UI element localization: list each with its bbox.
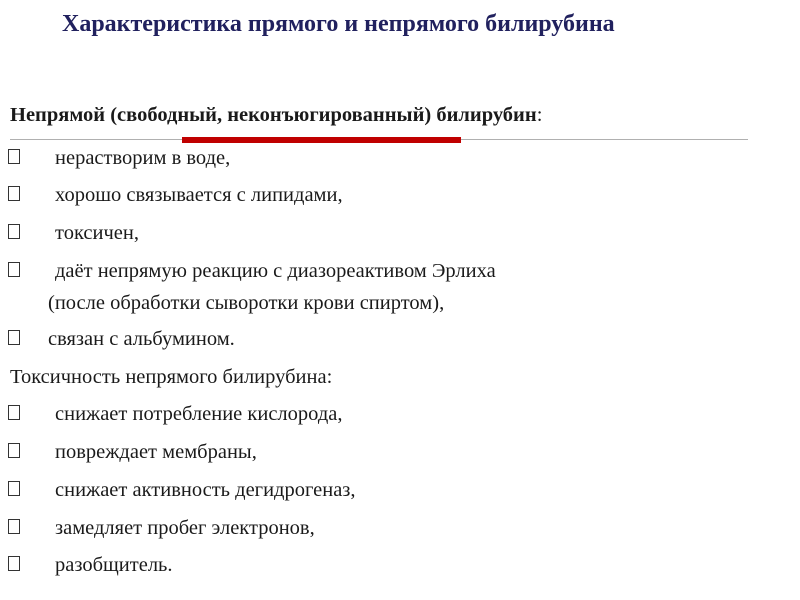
- list-item: разобщитель.: [55, 554, 173, 576]
- square-bullet-icon: [8, 262, 20, 277]
- list-item: связан с альбумином.: [48, 328, 235, 350]
- section-heading-indirect-bilirubin: [10, 104, 542, 127]
- square-bullet-icon: [8, 330, 20, 345]
- square-bullet-icon: [8, 519, 20, 534]
- list-item: нерастворим в воде,: [55, 147, 231, 169]
- list-item: повреждает мембраны,: [55, 441, 257, 463]
- square-bullet-icon: [8, 149, 20, 164]
- square-bullet-icon: [8, 556, 20, 571]
- square-bullet-icon: [8, 443, 20, 458]
- section-heading-text: Непрямой (свободный, неконъюгированный) билирубин: [10, 104, 537, 126]
- section-heading-toxicity: Токсичность непрямого билирубина:: [10, 366, 333, 388]
- list-item: токсичен,: [55, 222, 139, 244]
- square-bullet-icon: [8, 481, 20, 496]
- list-item: замедляет пробег электронов,: [55, 517, 315, 539]
- square-bullet-icon: [8, 186, 20, 201]
- square-bullet-icon: [8, 224, 20, 239]
- list-item: хорошо связывается с липидами,: [55, 184, 343, 206]
- list-item: снижает активность дегидрогеназ,: [55, 479, 356, 501]
- section-heading-colon: :: [536, 104, 543, 126]
- square-bullet-icon: [8, 405, 20, 420]
- accent-underline: [182, 137, 461, 143]
- slide-title: Характеристика прямого и непрямого билирубина: [62, 11, 615, 37]
- list-item-continuation: (после обработки сыворотки крови спиртом),: [48, 292, 445, 314]
- list-item: снижает потребление кислорода,: [55, 403, 343, 425]
- list-item: даёт непрямую реакцию с диазореактивом Эрлиха: [55, 260, 496, 282]
